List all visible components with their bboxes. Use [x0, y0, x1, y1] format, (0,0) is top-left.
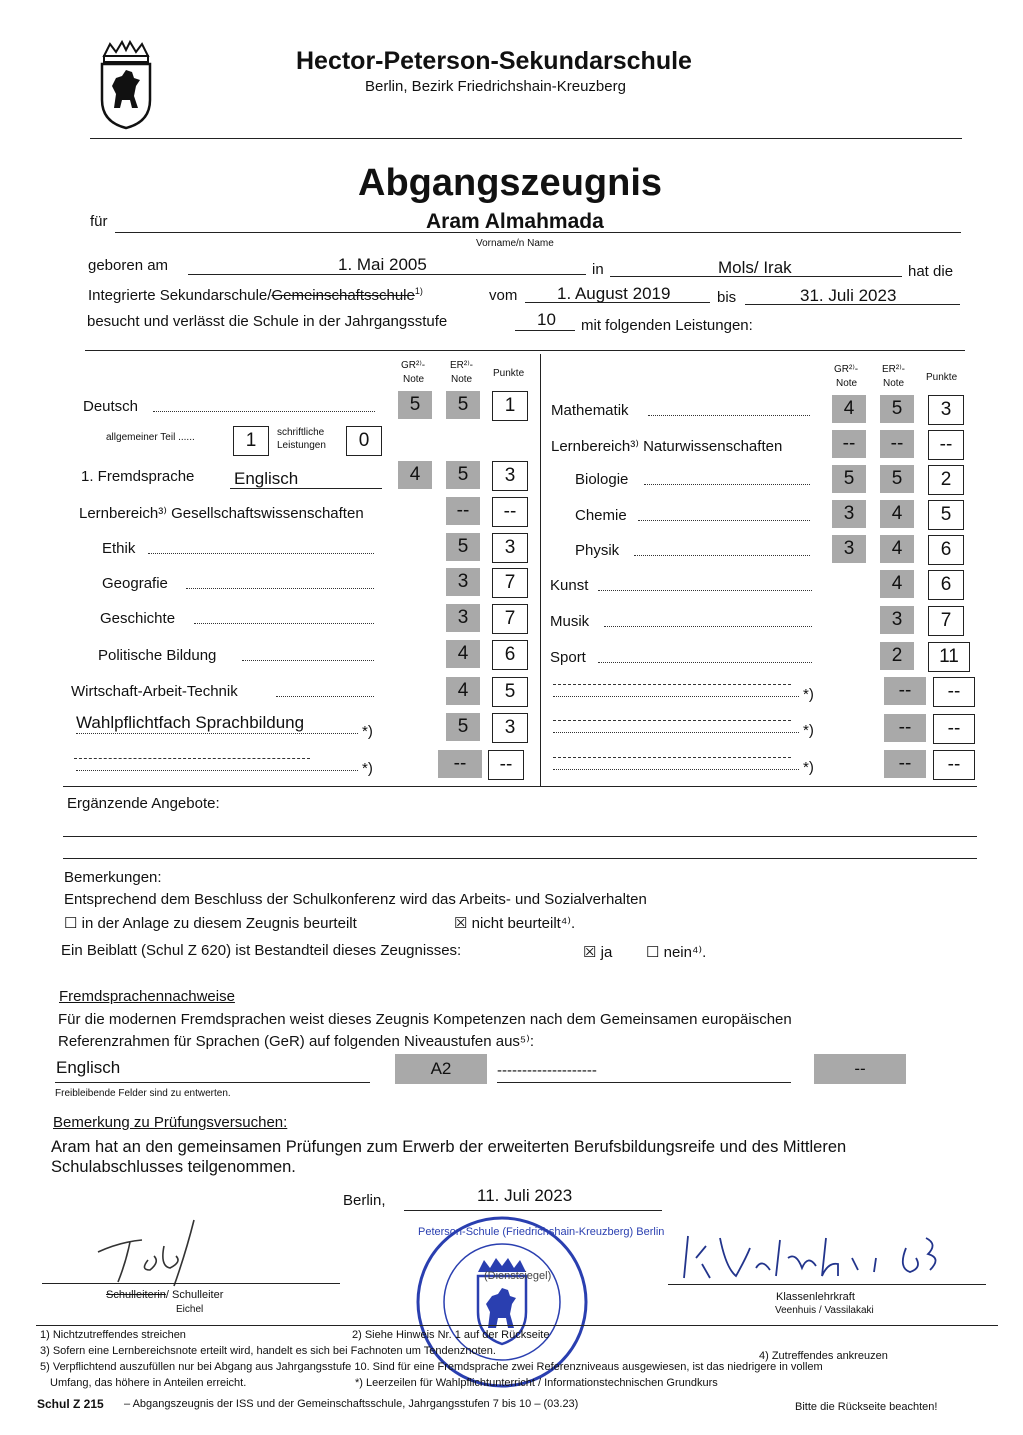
geschichte-er: 3: [446, 604, 480, 632]
allgemeiner-teil-value: 1: [233, 426, 269, 456]
pruefung-text1: Aram hat an den gemeinsamen Prüfungen zum Erwerb der erweiterten Berufsbildungsreife und des Mittleren: [51, 1138, 847, 1156]
subject-mathematik: Mathematik: [551, 402, 629, 419]
beiblatt-nein: ☐ nein⁴⁾.: [646, 944, 707, 961]
bemerkungen-opt1: ☐ in der Anlage zu diesem Zeugnis beurteilt: [64, 915, 357, 932]
fremdsprachen-text2: Referenzrahmen für Sprachen (GeR) auf folgenden Niveaustufen aus⁵⁾:: [58, 1033, 535, 1050]
teacher-signature-line: [668, 1284, 986, 1285]
biologie-punkte: 2: [928, 465, 964, 495]
grades-top-rule: [85, 350, 965, 351]
left-punkte-header: Punkte: [493, 368, 525, 379]
ethik-er: 5: [446, 533, 480, 561]
fremdsprache-er: 5: [446, 461, 480, 489]
signing-date: 11. Juli 2023: [477, 1186, 573, 1205]
right-punkte-header: Punkte: [926, 372, 958, 383]
chemie-gr: 3: [832, 500, 866, 528]
empty-right-3-dots: [553, 769, 799, 770]
musik-er: 3: [880, 606, 914, 634]
subject-naturwiss: Lernbereich³⁾ Naturwissenschaften: [551, 438, 783, 455]
subject-geschichte: Geschichte: [100, 610, 176, 627]
empty-left-punkte: --: [488, 750, 524, 780]
pruefung-title: Bemerkung zu Prüfungsversuchen:: [53, 1114, 288, 1131]
name-caption: Vorname/n Name: [476, 238, 554, 249]
principal-signature-icon: [90, 1212, 230, 1292]
musik-dots: [604, 626, 812, 627]
empty-right-1-star: *): [803, 686, 814, 703]
subject-wat: Wirtschaft-Arbeit-Technik: [71, 683, 238, 700]
geografie-er: 3: [446, 568, 480, 596]
physik-punkte: 6: [928, 535, 964, 565]
fremdsprachen-second-level: --: [814, 1054, 906, 1084]
beiblatt-ja: ☒ ja: [583, 944, 613, 961]
biologie-gr: 5: [832, 465, 866, 493]
student-name: Aram Almahmada: [426, 210, 604, 233]
right-er-header: ER²⁾-: [882, 364, 906, 375]
grade-level-line: [515, 330, 575, 331]
wat-dots: [276, 696, 374, 697]
empty-right-3-er: --: [884, 750, 926, 778]
mathematik-gr: 4: [832, 395, 866, 423]
wat-punkte: 5: [492, 677, 528, 707]
in-label: in: [592, 261, 604, 278]
seal-text: Peterson-Schule (Friedrichshain-Kreuzberg) Berlin: [418, 1226, 665, 1238]
empty-right-1-punkte: --: [933, 677, 975, 707]
bemerkungen-opt2: ☒ nicht beurteilt⁴⁾.: [454, 915, 576, 932]
physik-er: 4: [880, 535, 914, 563]
fremdsprachen-language: Englisch: [56, 1058, 121, 1077]
fuer-label: für: [90, 213, 108, 230]
gesellschaft-er: --: [446, 497, 480, 525]
fremdsprachen-hint: Freibleibende Felder sind zu entwerten.: [55, 1088, 231, 1099]
fremdsprachen-title: Fremdsprachennachweise: [59, 988, 235, 1005]
ethik-dots: [148, 553, 374, 554]
school-type: [88, 286, 423, 304]
left-gr-note: Note: [403, 374, 425, 385]
signing-place: Berlin,: [343, 1192, 386, 1209]
naturwiss-gr: --: [832, 430, 866, 458]
subject-kunst: Kunst: [550, 577, 589, 594]
right-gr-note: Note: [836, 378, 858, 389]
physik-gr: 3: [832, 535, 866, 563]
sport-dots: [598, 662, 812, 663]
empty-right-1-er: --: [884, 677, 926, 705]
geschichte-dots: [194, 623, 374, 624]
column-divider: [540, 354, 541, 786]
chemie-er: 4: [880, 500, 914, 528]
bemerkungen-line1: Entsprechend dem Beschluss der Schulkonferenz wird das Arbeits- und Sozialverhalten: [64, 891, 647, 908]
pruefung-text2: Schulabschlusses teilgenommen.: [51, 1158, 296, 1176]
teacher-name: Veenhuis / Vassilakaki: [775, 1305, 874, 1316]
empty-right-1-dots: [553, 696, 799, 697]
politik-dots: [242, 660, 374, 661]
empty-right-3-dash: [553, 757, 791, 758]
biologie-er: 5: [880, 465, 914, 493]
school-location: Berlin, Bezirk Friedrichshain-Kreuzberg: [365, 78, 626, 95]
principal-role-label: / Schulleiter: [165, 1289, 224, 1301]
grades-bottom-rule: [63, 786, 977, 787]
header-rule: [90, 138, 962, 139]
politik-punkte: 6: [492, 640, 528, 670]
footnote-rule: [36, 1325, 998, 1326]
document-title: Abgangszeugnis: [358, 162, 663, 204]
right-gr-header: GR²⁾-: [834, 364, 859, 375]
subject-musik: Musik: [550, 613, 590, 630]
footnote-5b: Umfang, das höhere in Anteilen erreicht.: [50, 1377, 247, 1389]
wpf-er: 5: [446, 713, 480, 741]
geschichte-punkte: 7: [492, 604, 528, 634]
left-gr-header: GR²⁾-: [401, 360, 426, 371]
bis-label: bis: [717, 289, 737, 306]
subject-geografie: Geografie: [102, 575, 168, 592]
geografie-dots: [186, 588, 374, 589]
schriftlich-label-2: Leistungen: [277, 440, 326, 451]
empty-right-3-punkte: --: [933, 750, 975, 780]
empty-left-dash: [74, 758, 310, 759]
naturwiss-er: --: [880, 430, 914, 458]
ergaenzende-label: Ergänzende Angebote:: [67, 795, 220, 812]
from-date: 1. August 2019: [557, 284, 671, 303]
back-note: Bitte die Rückseite beachten!: [795, 1401, 938, 1413]
empty-right-1-dash: [553, 684, 791, 685]
subject-ethik: Ethik: [102, 540, 136, 557]
to-date: 31. Juli 2023: [800, 286, 897, 305]
vom-label: vom: [489, 287, 518, 304]
subject-chemie: Chemie: [575, 507, 627, 524]
school-type-footnote: 1): [414, 286, 423, 296]
left-er-note: Note: [451, 374, 473, 385]
wat-er: 4: [446, 677, 480, 705]
physik-dots: [634, 555, 810, 556]
footnote-2: 2) Siehe Hinweis Nr. 1 auf der Rückseite: [352, 1329, 550, 1341]
ergaenzende-rule-1: [63, 836, 977, 837]
empty-left-er: --: [438, 750, 482, 778]
empty-right-2-dash: [553, 720, 791, 721]
footnote-1: 1) Nichtzutreffendes streichen: [40, 1329, 186, 1341]
wpf-dots: [76, 733, 358, 734]
allgemeiner-teil-label: allgemeiner Teil ......: [106, 432, 195, 443]
berlin-coat-of-arms-icon: [96, 38, 156, 130]
fremdsprache-punkte: 3: [492, 461, 528, 491]
empty-left-star: *): [362, 760, 373, 777]
schriftlich-value: 0: [346, 426, 382, 456]
empty-left-dots: [76, 770, 358, 771]
footnote-3: 3) Sofern eine Lernbereichsnote erteilt wird, handelt es sich bei Fachnoten um Tendenznoten.: [40, 1345, 496, 1357]
beiblatt-text: Ein Beiblatt (Schul Z 620) ist Bestandteil dieses Zeugnisses:: [61, 942, 462, 959]
politik-er: 4: [446, 640, 480, 668]
deutsch-er: 5: [446, 391, 480, 419]
footnote-6: *) Leerzeilen für Wahlpflichtunterricht / Informationstechnischen Grundkurs: [355, 1377, 718, 1389]
grade-level: 10: [537, 310, 556, 329]
hat-die-label: hat die: [908, 263, 954, 280]
mathematik-dots: [648, 415, 810, 416]
ergaenzende-rule-2: [63, 858, 977, 859]
fremdsprachen-text1: Für die modernen Fremdsprachen weist dieses Zeugnis Kompetenzen nach dem Gemeinsamen europäischen: [58, 1011, 792, 1028]
kunst-dots: [598, 590, 812, 591]
school-name: Hector-Peterson-Sekundarschule: [296, 47, 692, 75]
fremdsprachen-second-language: --------------------: [497, 1062, 597, 1079]
subject-gesellschaft: Lernbereich³⁾ Gesellschaftswissenschaften: [79, 505, 364, 522]
leistungen-text: mit folgenden Leistungen:: [581, 317, 753, 334]
geboren-label: geboren am: [88, 257, 169, 274]
wpf-punkte: 3: [492, 713, 528, 743]
chemie-punkte: 5: [928, 500, 964, 530]
footnote-5: 5) Verpflichtend auszufüllen nur bei Abgang aus Jahrgangsstufe 10. Sind für eine Fremdsprache zwei Referenzniveaus ausgewiesen, ist das niedrigere in vollem: [40, 1361, 823, 1373]
principal-signature-line: [42, 1283, 340, 1284]
fremdsprachen-second-line: [497, 1082, 791, 1083]
principal-role: [106, 1289, 223, 1301]
naturwiss-punkte: --: [928, 430, 964, 460]
sport-punkte: 11: [928, 642, 970, 672]
fremdsprachen-language-line: [55, 1082, 370, 1083]
subject-politik: Politische Bildung: [98, 647, 217, 664]
form-description: – Abgangszeugnis der ISS und der Gemeinschaftsschule, Jahrgangsstufen 7 bis 10 – (03.23): [124, 1398, 579, 1410]
fremdsprache-gr: 4: [398, 461, 432, 489]
mathematik-er: 5: [880, 395, 914, 423]
principal-role-struck: Schulleiterin: [106, 1289, 166, 1301]
teacher-role: Klassenlehrkraft: [776, 1291, 855, 1303]
kunst-er: 4: [880, 570, 914, 598]
ethik-punkte: 3: [492, 533, 528, 563]
gesellschaft-punkte: --: [492, 497, 528, 527]
fremdsprachen-level: A2: [395, 1054, 487, 1084]
birth-place: Mols/ Irak: [718, 258, 792, 277]
kunst-punkte: 6: [928, 570, 964, 600]
form-id: Schul Z 215: [37, 1397, 104, 1411]
empty-right-2-punkte: --: [933, 714, 975, 744]
fremdsprache-language: Englisch: [234, 469, 299, 488]
geografie-punkte: 7: [492, 568, 528, 598]
besucht-text: besucht und verlässt die Schule in der Jahrgangsstufe: [87, 313, 448, 330]
chemie-dots: [638, 520, 810, 521]
birth-date: 1. Mai 2005: [338, 255, 427, 274]
biologie-dots: [644, 484, 810, 485]
subject-sport: Sport: [550, 649, 586, 666]
footnote-4: 4) Zutreffendes ankreuzen: [759, 1350, 888, 1362]
schriftlich-label-1: schriftliche: [277, 427, 325, 438]
empty-right-3-star: *): [803, 759, 814, 776]
empty-right-2-er: --: [884, 714, 926, 742]
right-er-note: Note: [883, 378, 905, 389]
deutsch-gr: 5: [398, 391, 432, 419]
subject-deutsch: Deutsch: [83, 398, 139, 415]
subject-physik: Physik: [575, 542, 620, 559]
signing-date-line: [404, 1210, 662, 1211]
bemerkungen-title: Bemerkungen:: [64, 869, 162, 886]
school-type-struck: Gemeinschaftsschule: [271, 287, 415, 304]
empty-right-2-star: *): [803, 722, 814, 739]
teacher-signature-icon: [676, 1228, 966, 1288]
deutsch-punkte: 1: [492, 391, 528, 421]
mathematik-punkte: 3: [928, 395, 964, 425]
musik-punkte: 7: [928, 606, 964, 636]
wpf-star: *): [362, 723, 373, 740]
deutsch-dots: [153, 411, 375, 412]
subject-biologie: Biologie: [575, 471, 629, 488]
sport-er: 2: [880, 642, 914, 670]
left-er-header: ER²⁾-: [450, 360, 474, 371]
principal-name: Eichel: [176, 1304, 204, 1315]
subject-wpf: Wahlpflichtfach Sprachbildung: [76, 713, 305, 732]
subject-fremdsprache: 1. Fremdsprache: [81, 468, 195, 485]
empty-right-2-dots: [553, 732, 799, 733]
dienstsiegel-label: (Dienstsiegel): [484, 1270, 552, 1282]
school-type-prefix: Integrierte Sekundarschule/: [88, 287, 272, 304]
